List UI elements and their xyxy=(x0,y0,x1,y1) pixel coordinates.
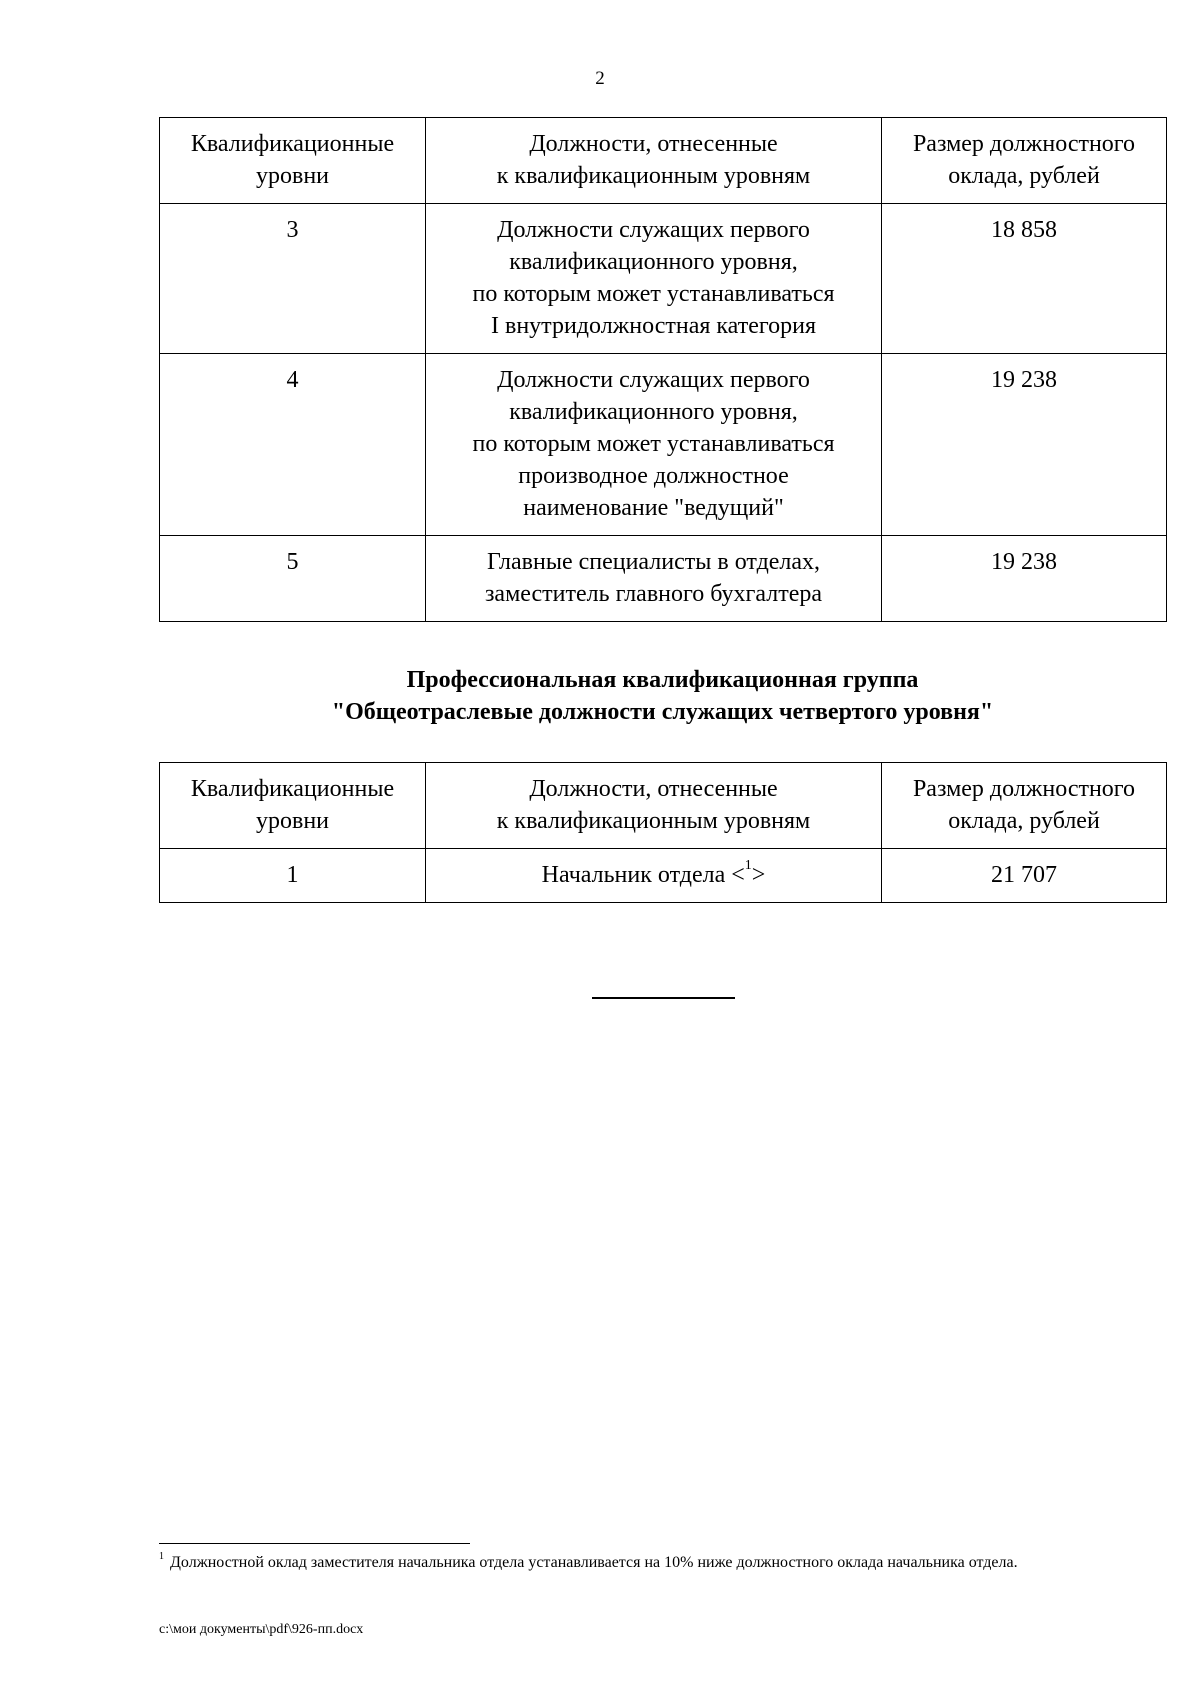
group-heading xyxy=(159,664,1166,728)
positions-cell xyxy=(426,849,882,903)
footnote-marker[interactable]: 1 xyxy=(744,858,752,873)
table-row xyxy=(160,536,1167,622)
header-positions xyxy=(426,118,882,204)
positions-line: по которым может устанавливаться xyxy=(472,431,835,457)
table-header-row xyxy=(160,763,1167,849)
positions-line: Должности служащих первого xyxy=(497,367,810,393)
salary-cell: 21 707 xyxy=(882,849,1167,903)
salary-table-level-4 xyxy=(159,762,1167,903)
table-row xyxy=(160,354,1167,536)
positions-cell xyxy=(426,354,882,536)
salary-cell: 19 238 xyxy=(882,354,1167,536)
header-positions xyxy=(426,763,882,849)
level-cell: 3 xyxy=(160,204,426,354)
header-levels xyxy=(160,763,426,849)
footnote-text: Должностной оклад заместителя начальника отдела устанавливается на 10% ниже должностного оклада начальника отдела. xyxy=(170,1554,1018,1571)
level-cell: 1 xyxy=(160,849,426,903)
positions-line: Главные специалисты в отделах, xyxy=(486,549,821,575)
footnote xyxy=(159,1552,1159,1573)
header-levels-line: Квалификационные xyxy=(190,776,395,802)
group-heading-line-1: Профессиональная квалификационная группа xyxy=(406,667,919,693)
table-row xyxy=(160,204,1167,354)
table-row xyxy=(160,849,1167,903)
header-salary-line: Размер должностного xyxy=(912,776,1136,802)
positions-line: квалификационного уровня, xyxy=(509,249,798,275)
positions-line: Должности служащих первого xyxy=(497,217,810,243)
group-heading-line-2: "Общеотраслевые должности служащих четвертого уровня" xyxy=(331,699,994,725)
position-text-suffix: > xyxy=(751,862,766,888)
header-positions-line: Должности, отнесенные xyxy=(529,776,778,802)
position-text: Начальник отдела < xyxy=(541,862,745,888)
file-path: c:\мои документы\pdf\926-пп.docx xyxy=(159,1622,364,1637)
header-salary xyxy=(882,118,1167,204)
level-cell: 5 xyxy=(160,536,426,622)
header-salary-line: оклада, рублей xyxy=(948,163,1100,189)
header-levels-line: уровни xyxy=(255,808,330,834)
footnote-divider xyxy=(159,1543,470,1544)
positions-line: производное должностное xyxy=(518,463,789,489)
salary-cell: 18 858 xyxy=(882,204,1167,354)
header-positions-line: к квалификационным уровням xyxy=(496,163,811,189)
salary-cell: 19 238 xyxy=(882,536,1167,622)
header-salary-line: оклада, рублей xyxy=(948,808,1100,834)
level-cell: 4 xyxy=(160,354,426,536)
footnote-number: 1 xyxy=(159,1551,164,1562)
header-levels xyxy=(160,118,426,204)
header-positions-line: Должности, отнесенные xyxy=(529,131,778,157)
header-levels-line: уровни xyxy=(255,163,330,189)
positions-cell xyxy=(426,204,882,354)
page-number: 2 xyxy=(595,68,605,89)
salary-table-level-3 xyxy=(159,117,1167,622)
positions-line: I внутридолжностная категория xyxy=(491,313,816,339)
table-header-row xyxy=(160,118,1167,204)
positions-cell xyxy=(426,536,882,622)
header-salary-line: Размер должностного xyxy=(912,131,1136,157)
header-positions-line: к квалификационным уровням xyxy=(496,808,811,834)
positions-line: наименование "ведущий" xyxy=(523,495,784,521)
positions-line: по которым может устанавливаться xyxy=(472,281,835,307)
header-levels-line: Квалификационные xyxy=(190,131,395,157)
header-salary xyxy=(882,763,1167,849)
positions-line: квалификационного уровня, xyxy=(509,399,798,425)
end-divider xyxy=(592,997,735,999)
positions-line: заместитель главного бухгалтера xyxy=(484,581,823,607)
